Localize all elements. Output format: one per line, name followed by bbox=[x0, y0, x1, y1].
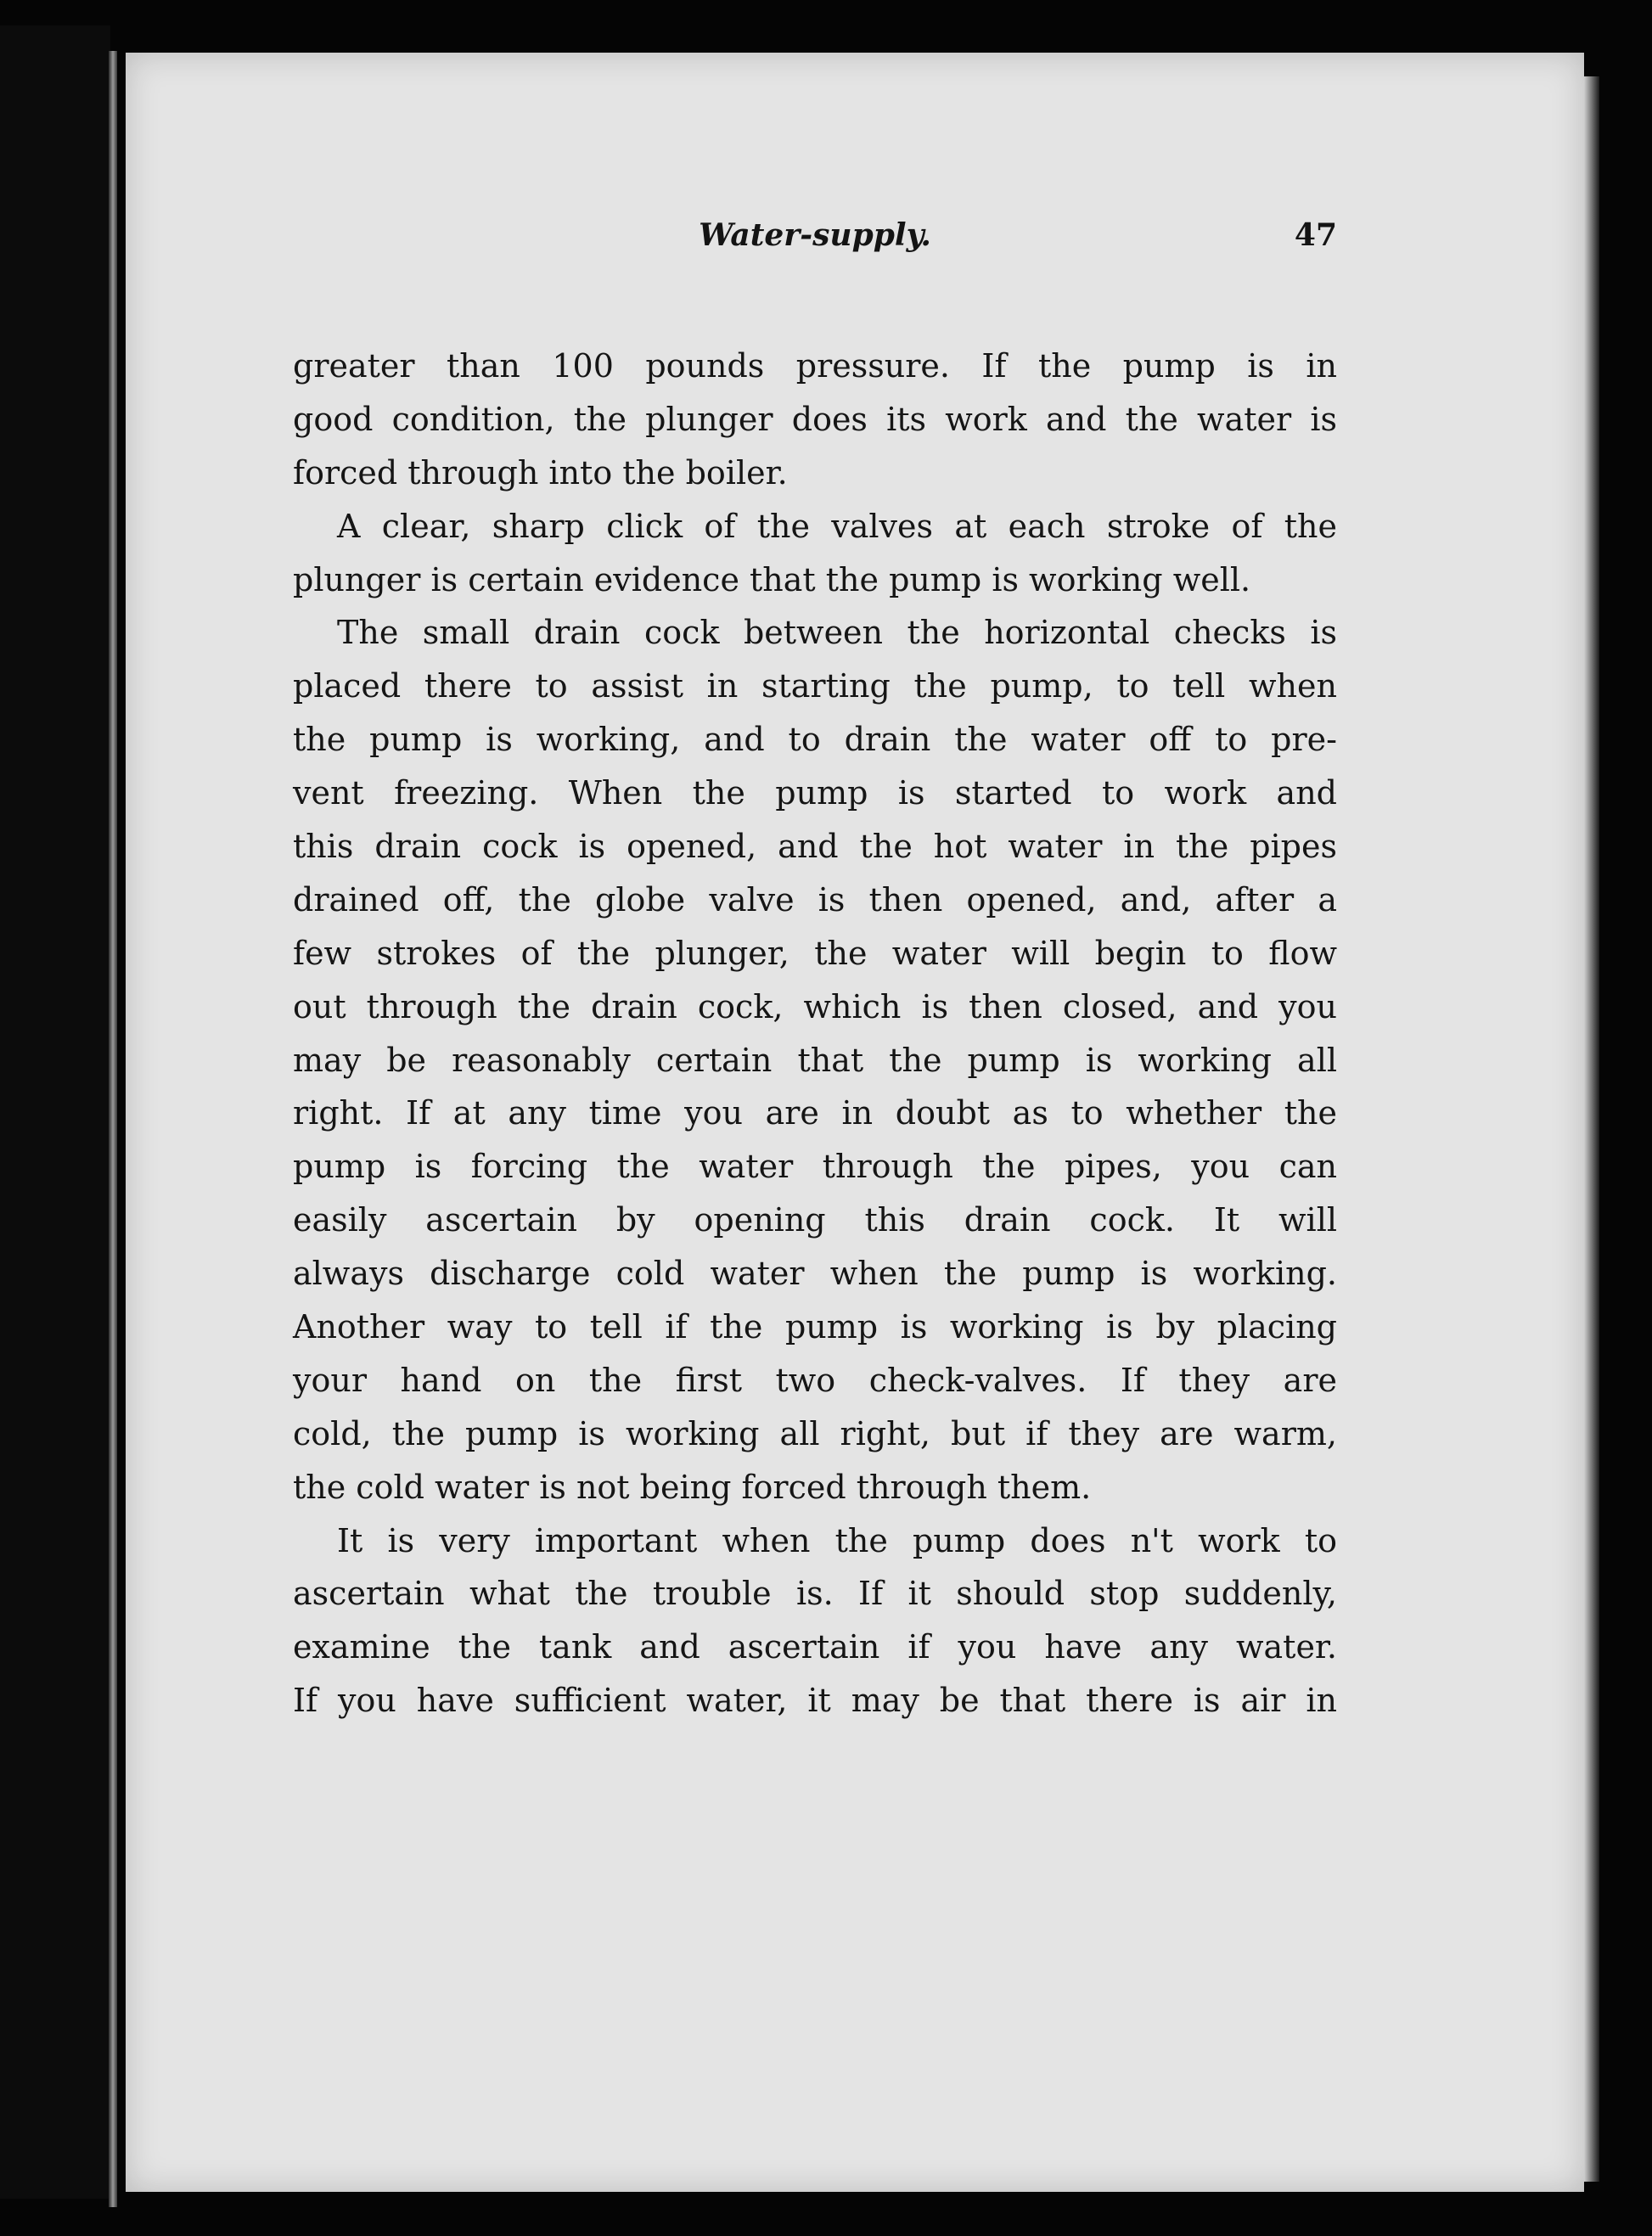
text-line: always discharge cold water when the pump is working. bbox=[293, 1255, 1337, 1293]
text-line: this drain cock is opened, and the hot water in the pipes bbox=[293, 828, 1337, 866]
text-line: may be reasonably certain that the pump is working all bbox=[293, 1041, 1337, 1079]
body-text bbox=[293, 340, 1337, 1728]
text-line: few strokes of the plunger, the water will begin to flow bbox=[293, 934, 1337, 972]
binding-gutter bbox=[109, 51, 117, 2207]
text-line: Another way to tell if the pump is working is by placing bbox=[293, 1308, 1337, 1346]
text-line: right. If at any time you are in doubt as to whether the bbox=[293, 1094, 1337, 1132]
text-line: cold, the pump is working all right, but if they are warm, bbox=[293, 1414, 1337, 1452]
text-line: It is very important when the pump does n't work to bbox=[337, 1521, 1337, 1559]
text-line: the cold water is not being forced through them. bbox=[293, 1468, 1092, 1506]
text-line: easily ascertain by opening this drain cock. It will bbox=[293, 1201, 1337, 1239]
paragraph bbox=[293, 606, 1337, 1514]
text-line: pump is forcing the water through the pipes, you can bbox=[293, 1148, 1337, 1186]
text-line: out through the drain cock, which is then closed, and you bbox=[293, 987, 1337, 1025]
text-line: If you have sufficient water, it may be that there is air in bbox=[293, 1682, 1337, 1720]
text-line: placed there to assist in starting the pump, to tell when bbox=[293, 667, 1337, 705]
text-line: your hand on the first two check-valves. If they are bbox=[293, 1361, 1337, 1399]
text-line: good condition, the plunger does its work and the water is bbox=[293, 400, 1337, 438]
text-line: A clear, sharp click of the valves at each stroke of the bbox=[337, 507, 1337, 545]
text-line: ascertain what the trouble is. If it should stop suddenly, bbox=[293, 1575, 1337, 1613]
facing-page-edge bbox=[0, 25, 110, 2199]
running-title: Water-supply. bbox=[699, 217, 931, 253]
running-head bbox=[293, 0, 1337, 253]
text-line: examine the tank and ascertain if you have any water. bbox=[293, 1628, 1337, 1666]
text-line: plunger is certain evidence that the pump is working well. bbox=[293, 560, 1251, 598]
paragraph bbox=[293, 340, 1337, 500]
text-line: the pump is working, and to drain the water off to pre- bbox=[293, 721, 1337, 759]
text-line: drained off, the globe valve is then opened, and, after a bbox=[293, 880, 1337, 919]
paragraph bbox=[293, 500, 1337, 607]
page-number: 47 bbox=[1294, 217, 1337, 253]
text-line: The small drain cock between the horizontal checks is bbox=[337, 614, 1337, 652]
text-line: greater than 100 pounds pressure. If the pump is in bbox=[293, 347, 1337, 385]
text-line: vent freezing. When the pump is started to work and bbox=[293, 774, 1337, 812]
paragraph bbox=[293, 1514, 1337, 1728]
page-right-edge bbox=[1584, 76, 1599, 2182]
text-line: forced through into the boiler. bbox=[293, 453, 788, 492]
